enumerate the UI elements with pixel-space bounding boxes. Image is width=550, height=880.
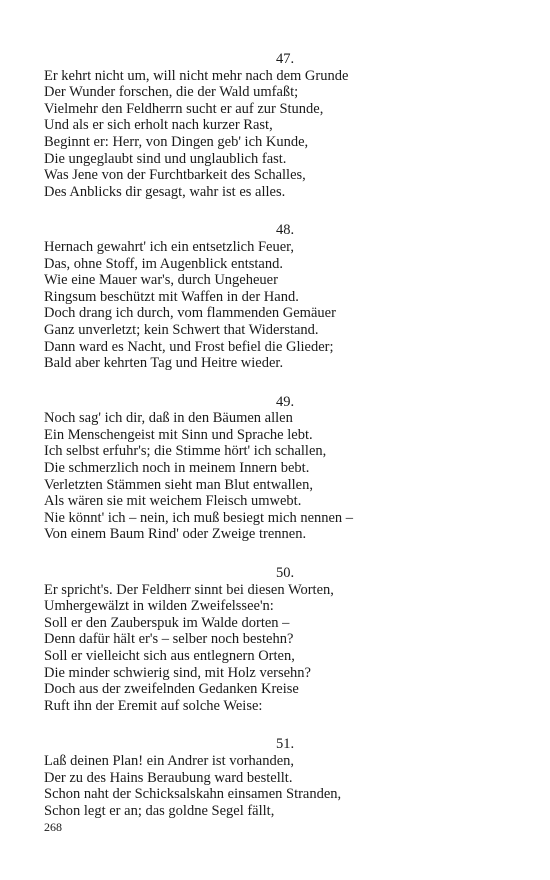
verse-line: Ich selbst erfuhr's; die Stimme hört' ich schallen,: [44, 443, 327, 460]
verse-line: Der Wunder forschen, die der Wald umfaßt;: [44, 84, 299, 101]
verse-line: Beginnt er: Herr, von Dingen geb' ich Kunde,: [44, 133, 309, 150]
verse-line: Ganz unverletzt; kein Schwert that Widerstand.: [44, 321, 319, 338]
page-number: 268: [44, 820, 62, 834]
verse-line: Des Anblicks dir gesagt, wahr ist es alles.: [44, 183, 286, 200]
stanza-number: 47.: [275, 51, 295, 67]
verse-line: Und als er sich erholt nach kurzer Rast,: [44, 117, 273, 134]
stanza-48: [44, 222, 514, 371]
verse-line: Doch drang ich durch, vom flammenden Gemäuer: [44, 305, 336, 322]
verse-line: Noch sag' ich dir, daß in den Bäumen allen: [44, 410, 293, 427]
stanza-number: 48.: [275, 222, 295, 239]
verse-line: Die schmerzlich noch in meinem Innern bebt.: [44, 460, 310, 477]
verse-line: Laß deinen Plan! ein Andrer ist vorhanden,: [44, 752, 295, 769]
verse-line: Soll er den Zauberspuk im Walde dorten –: [44, 614, 290, 631]
verse-line: Er kehrt nicht um, will nicht mehr nach dem Grunde: [44, 67, 349, 84]
verse-line: Die minder schwierig sind, mit Holz versehn?: [44, 664, 311, 681]
verse-line: Doch aus der zweifelnden Gedanken Kreise: [44, 681, 299, 698]
verse-line: Ringsum beschützt mit Waffen in der Hand.: [44, 288, 299, 305]
verse-line: Denn dafür hält er's – selber noch bestehn?: [44, 631, 294, 648]
verse-line: Der zu des Hains Beraubung ward bestellt.: [44, 769, 293, 786]
verse-line: Vielmehr den Feldherrn sucht er auf zur Stunde,: [44, 100, 324, 117]
stanza-50: [44, 565, 514, 714]
verse-line: Nie könnt' ich – nein, ich muß besiegt mich nennen –: [44, 509, 354, 526]
verse-line: Wie eine Mauer war's, durch Ungeheuer: [44, 272, 278, 289]
verse-line: Verletzten Stämmen sieht man Blut entwallen,: [44, 476, 313, 493]
verse-line: Was Jene von der Furchtbarkeit des Schalles,: [44, 167, 306, 184]
verse-line: Ruft ihn der Eremit auf solche Weise:: [44, 697, 263, 714]
verse-line: Umhergewälzt in wilden Zweifelssee'n:: [44, 598, 274, 615]
verse-line: Hernach gewahrt' ich ein entsetzlich Feuer,: [44, 238, 295, 255]
verse-line: Als wären sie mit weichem Fleisch umwebt.: [44, 493, 302, 510]
verse-line: Schon naht der Schicksalskahn einsamen Stranden,: [44, 786, 342, 803]
verse-line: Von einem Baum Rind' oder Zweige trennen.: [44, 526, 307, 543]
verse-line: Soll er vielleicht sich aus entlegnern Orten,: [44, 648, 295, 664]
stanza-47: [44, 51, 514, 200]
verse-line: Er spricht's. Der Feldherr sinnt bei diesen Worten,: [44, 581, 334, 598]
verse-line: Die ungeglaubt sind und unglaublich fast.: [44, 150, 287, 167]
stanza-number: 50.: [275, 565, 295, 582]
verse-line: Ein Menschengeist mit Sinn und Sprache lebt.: [44, 426, 313, 443]
verse-line: Das, ohne Stoff, im Augenblick entstand.: [44, 255, 283, 272]
verse-line: Dann ward es Nacht, und Frost befiel die Glieder;: [44, 338, 334, 355]
stanza-51: [44, 736, 514, 819]
poem-page: [44, 51, 514, 841]
verse-line: Bald aber kehrten Tag und Heitre wieder.: [44, 355, 284, 372]
stanza-49: [44, 394, 514, 543]
stanza-number: 49.: [275, 393, 295, 410]
stanza-number: 51.: [275, 736, 295, 753]
verse-line: Schon legt er an; das goldne Segel fällt,: [44, 802, 275, 819]
